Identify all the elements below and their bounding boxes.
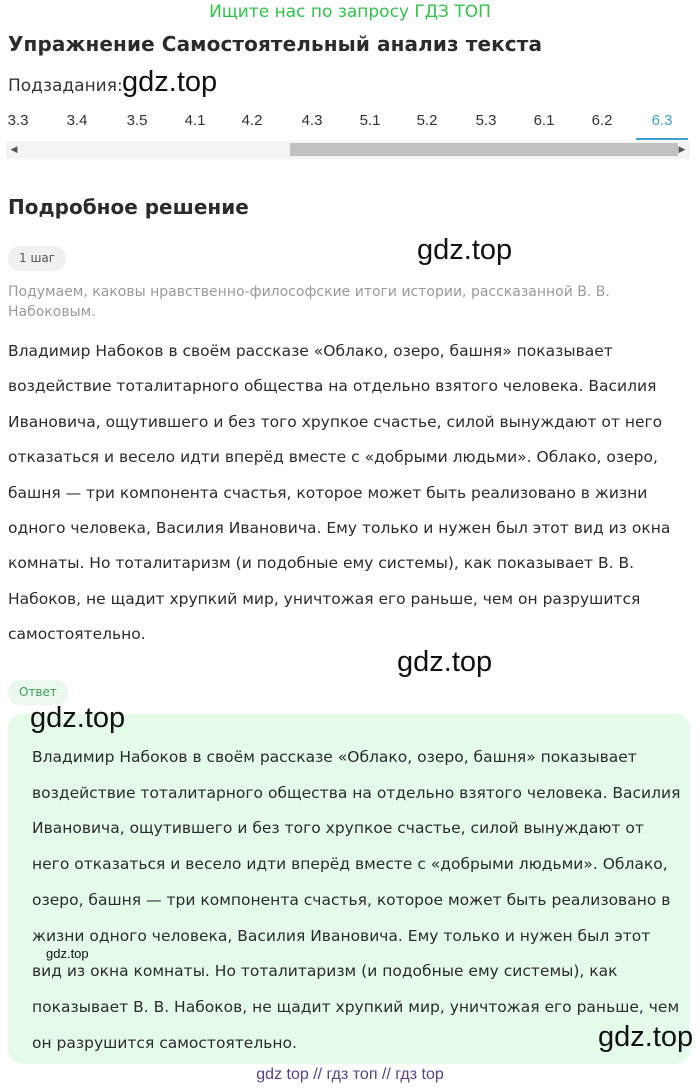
subtask-tabs xyxy=(0,110,700,140)
step-badge: 1 шаг xyxy=(8,246,66,271)
tab-6-3[interactable]: 6.3 xyxy=(636,110,688,140)
page-title: Упражнение Самостоятельный анализ текста xyxy=(8,32,543,56)
tab-4-1[interactable]: 4.1 xyxy=(184,112,206,129)
solution-text: Владимир Набоков в своём рассказе «Облако, озеро, башня» показывает воздействие тоталитарного общества на отдельно взятого человека. Василия Ивановича, ощутившего и без того хрупкое счастье, силой вынуждают от него отказаться и весело идти вперёд вместе с «добрыми людьми». Облако, озеро, башня — три компонента счастья, которое может быть реализовано в жизни одного человека, Василия Ивановича. Ему только и нужен был этот вид из окна комнаты. Но тоталитаризм (и подобные ему системы), как показывает В. В. Набоков, не щадит хрупкий мир, уничтожая его раньше, чем он разрушится самостоятельно. xyxy=(8,342,671,644)
tab-4-2[interactable]: 4.2 xyxy=(241,112,263,129)
tab-4-3[interactable]: 4.3 xyxy=(301,112,323,129)
watermark: gdz.top xyxy=(598,1021,694,1053)
tab-3-4[interactable]: 3.4 xyxy=(66,112,88,129)
answer-text: Владимир Набоков в своём рассказе «Облако, озеро, башня» показывает воздействие тоталитарного общества на отдельно взятого человека. Василия Ивановича, ощутившего и без того хрупкое счастье, силой вынуждают от него отказаться и весело идти вперёд вместе с «добрыми людьми». Облако, озеро, башня — три компонента счастья, которое может быть реализовано в жизни одного человека, Василия Ивановича. Ему только и нужен был этот вид из окна комнаты. Но тоталитаризм (и подобные ему системы), как показывает В. В. Набоков, не щадит хрупкий мир, уничтожая его раньше, чем он разрушится самостоятельно. xyxy=(32,748,681,1052)
watermark: gdz.top xyxy=(417,234,513,266)
search-promo-banner: Ищите нас по запросу ГДЗ ТОП xyxy=(209,2,491,22)
step-hint: Подумаем, каковы нравственно-философские итоги истории, рассказанной В. В. Набоковым. xyxy=(8,284,610,320)
watermark: gdz.top xyxy=(122,66,218,98)
scroll-right-arrow-icon[interactable]: ▶ xyxy=(678,145,686,155)
tab-3-3[interactable]: 3.3 xyxy=(7,112,29,129)
watermark: gdz.top xyxy=(30,702,126,734)
tab-6-1[interactable]: 6.1 xyxy=(533,112,555,129)
subtasks-label: Подзадания: xyxy=(8,76,123,96)
scroll-thumb[interactable] xyxy=(290,143,678,156)
footer-links[interactable]: gdz top // гдз топ // гдз top xyxy=(256,1066,444,1083)
tab-5-1[interactable]: 5.1 xyxy=(359,112,381,129)
watermark: gdz.top xyxy=(397,646,493,678)
tabs-scrollbar[interactable] xyxy=(6,141,690,159)
tab-3-5[interactable]: 3.5 xyxy=(126,112,148,129)
watermark: gdz.top xyxy=(46,946,89,961)
tab-6-2[interactable]: 6.2 xyxy=(591,112,613,129)
tab-5-3[interactable]: 5.3 xyxy=(475,112,497,129)
answer-badge: Ответ xyxy=(8,680,68,705)
tab-5-2[interactable]: 5.2 xyxy=(416,112,438,129)
solution-heading: Подробное решение xyxy=(8,195,249,219)
scroll-left-arrow-icon[interactable]: ◀ xyxy=(10,145,18,155)
